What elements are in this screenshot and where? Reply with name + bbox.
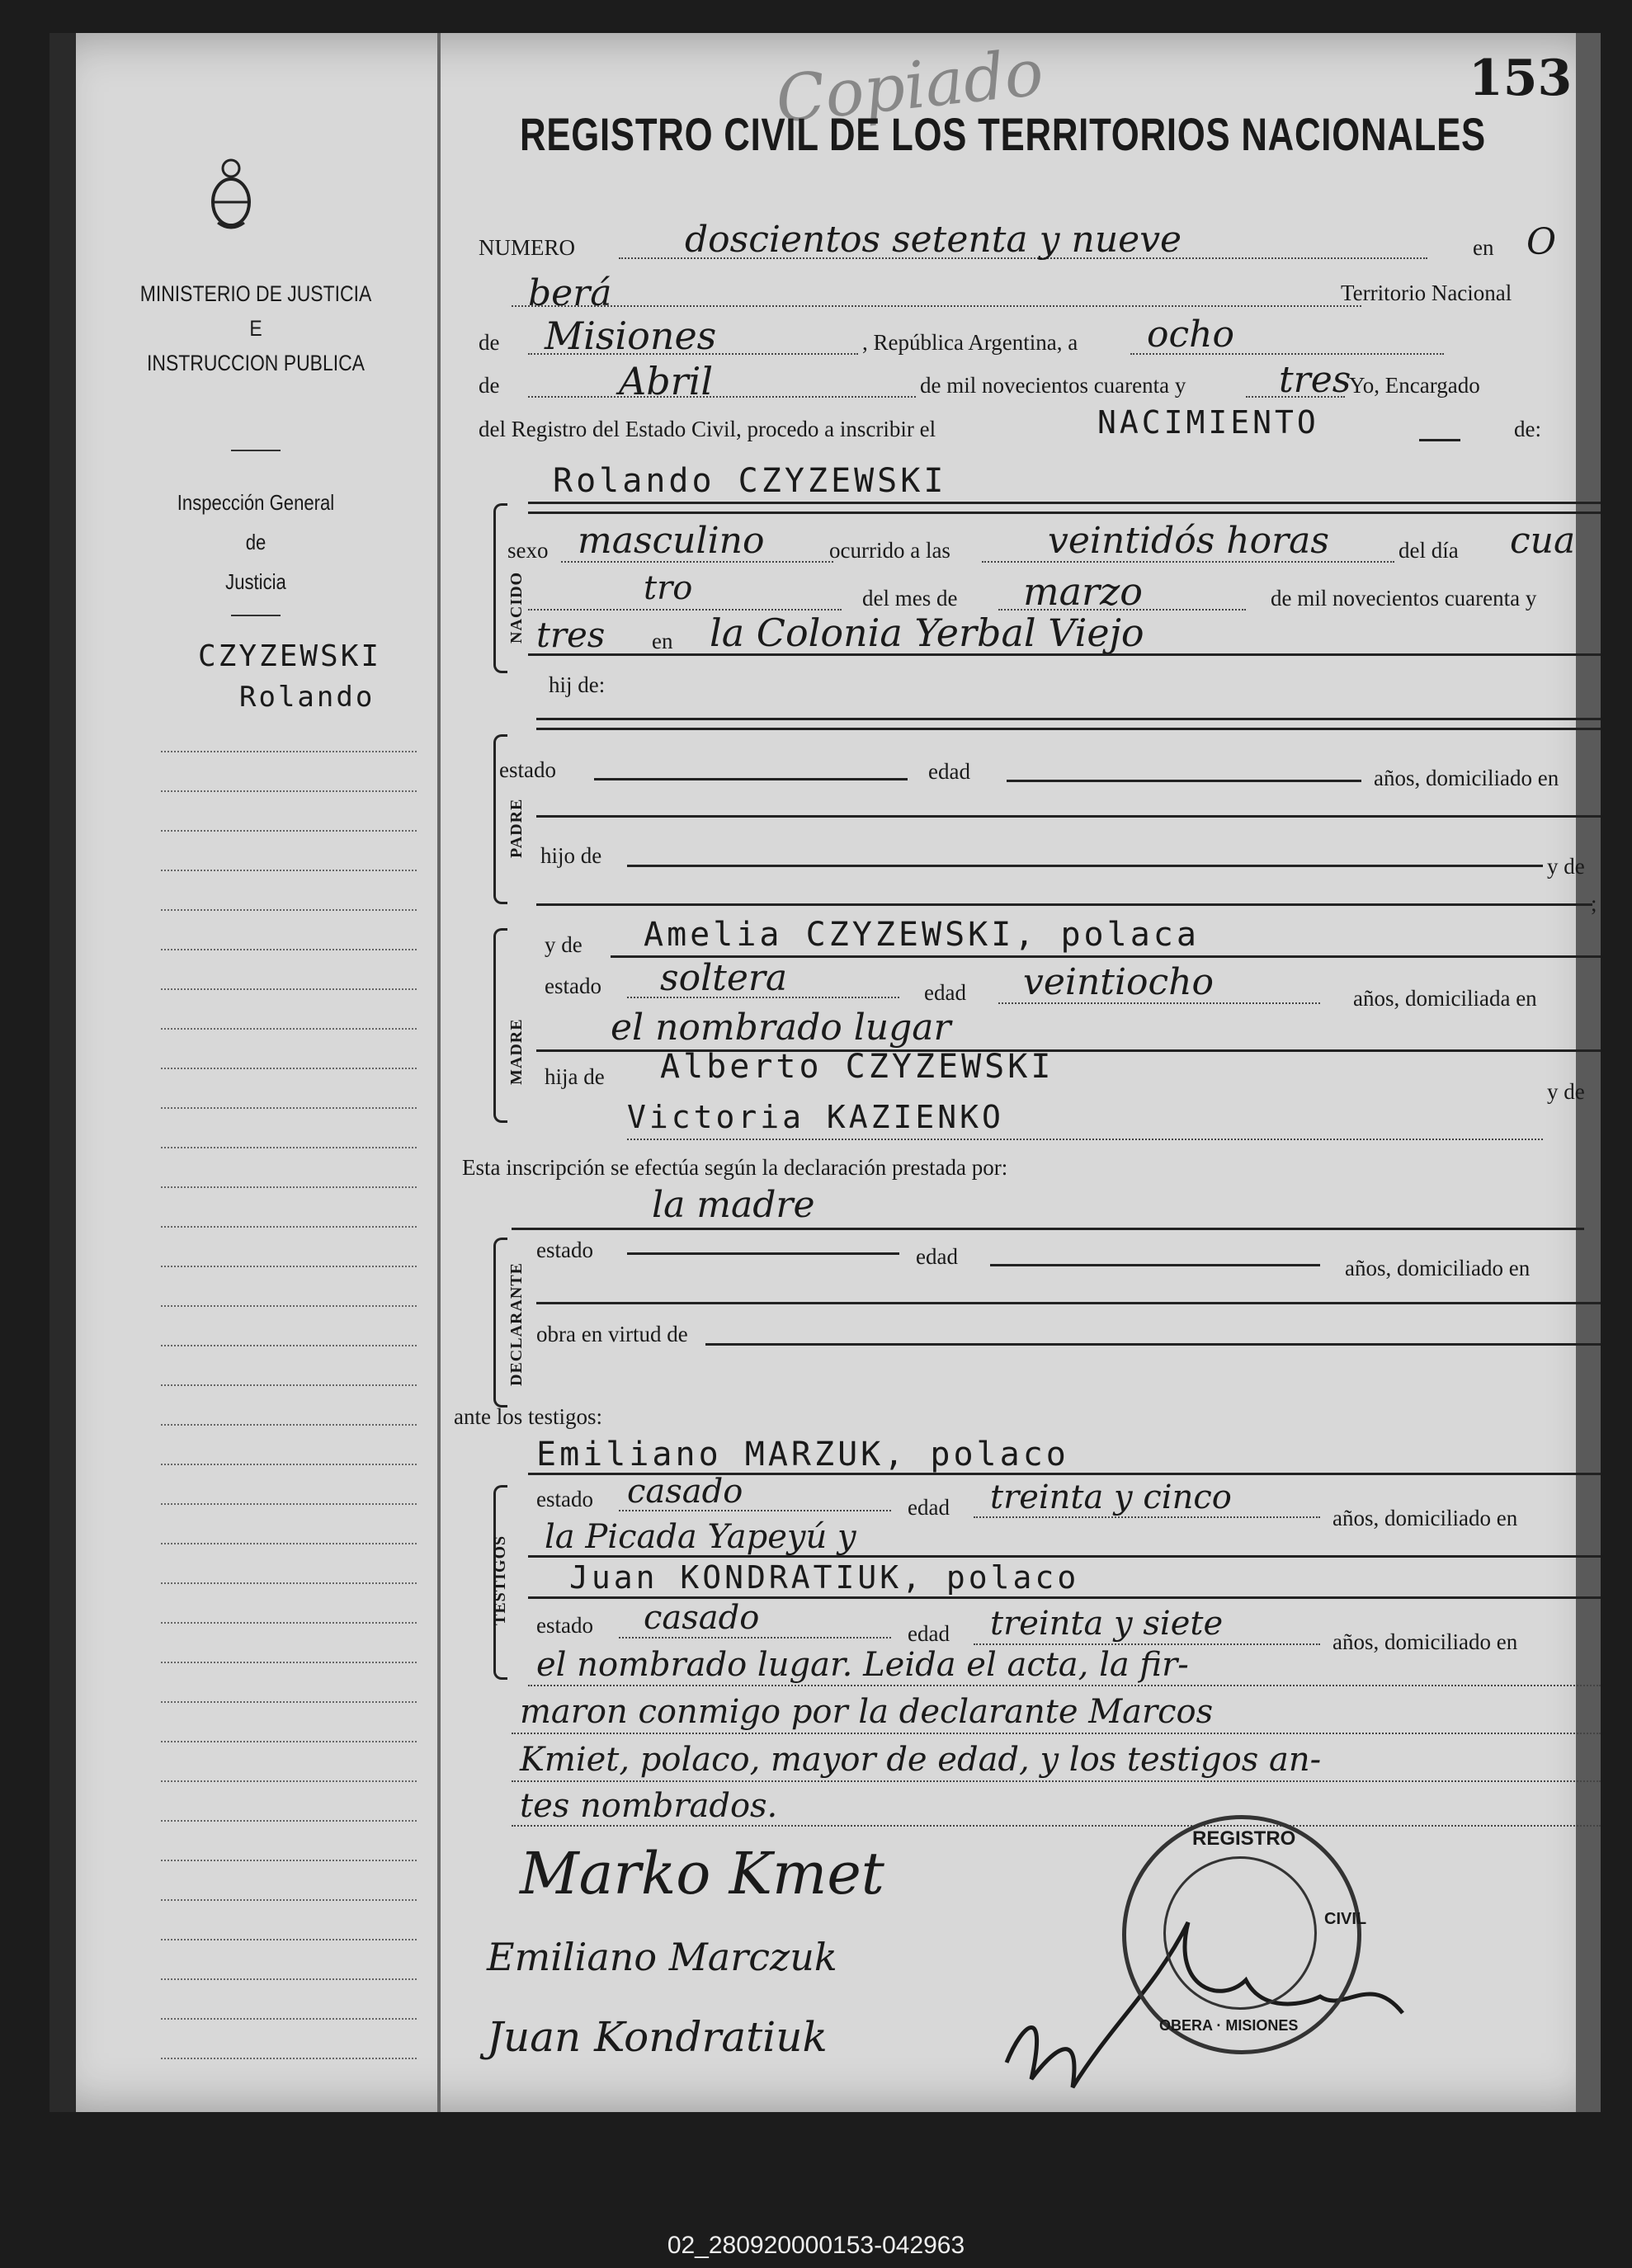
entry-testigo1-edad: treinta y cinco	[990, 1478, 1232, 1516]
stub-ruled-line	[161, 1147, 417, 1148]
label-estado: estado	[536, 1238, 593, 1262]
fill-line	[998, 1002, 1320, 1004]
label-ocurrido: ocurrido a las	[829, 538, 950, 563]
stamp-text: REGISTRO	[1192, 1827, 1296, 1850]
label-sexo: sexo	[507, 538, 549, 563]
stub-ruled-line	[161, 1662, 417, 1663]
fill-line	[512, 1780, 1601, 1782]
stub-ruled-line	[161, 1503, 417, 1505]
label-anos-domiciliado: años, domiciliado en	[1332, 1629, 1518, 1654]
fill-line	[1130, 353, 1444, 355]
label-y-de: y de	[1547, 1079, 1585, 1104]
ruled-line	[536, 1302, 1601, 1304]
inspection-line: Inspección General	[177, 490, 335, 515]
label-anos-domiciliado: años, domiciliado en	[1374, 766, 1559, 790]
ministry-line: INSTRUCCION PUBLICA	[147, 351, 365, 375]
closing-line: tes nombrados.	[520, 1787, 778, 1825]
entry-testigo1: Emiliano MARZUK, polaco	[536, 1436, 1069, 1473]
entry-madre-edad: veintiocho	[1023, 961, 1215, 1003]
entry-anio-nac: tres	[536, 615, 606, 655]
fill-line	[512, 305, 1361, 307]
label-edad: edad	[908, 1621, 950, 1646]
stamp-text: OBERA · MISIONES	[1159, 2017, 1299, 2034]
fill-line	[974, 1516, 1320, 1518]
stub-ruled-line	[161, 2058, 417, 2059]
fill-line	[594, 778, 908, 780]
label-estado: estado	[536, 1487, 593, 1511]
label-mil-novecientos: de mil novecientos cuarenta y	[920, 373, 1186, 398]
page-title: REGISTRO CIVIL DE LOS TERRITORIOS NACIONALES	[520, 108, 1486, 160]
stub-ruled-line	[161, 1820, 417, 1822]
stub-ruled-line	[161, 1345, 417, 1346]
label-republica: , República Argentina, a	[862, 330, 1078, 355]
ruled-line	[536, 903, 1592, 906]
entry-nombre: Rolando CZYZEWSKI	[553, 462, 947, 500]
section-label-madre: MADRE	[507, 1018, 526, 1085]
fill-line	[1419, 439, 1460, 441]
entry-anio: tres	[1279, 359, 1351, 401]
margin-scribble: Copiado	[772, 35, 1047, 138]
ruled-line	[512, 1228, 1584, 1230]
fill-line	[561, 561, 833, 563]
label-numero: NUMERO	[479, 235, 576, 260]
ruled-line	[536, 728, 1601, 730]
label-en: en	[652, 629, 673, 653]
entry-dia: ocho	[1147, 314, 1234, 356]
fill-line	[705, 1343, 1601, 1346]
ruled-line	[536, 815, 1601, 818]
entry-lugar1: O	[1526, 221, 1557, 263]
inspection-line: Justicia	[225, 569, 286, 594]
section-label-padre: PADRE	[507, 798, 526, 858]
stub-ruled-line	[161, 1464, 417, 1465]
label-estado: estado	[536, 1613, 593, 1638]
entry-declarante: la madre	[652, 1184, 815, 1226]
signature-declarante: Marko Kmet	[520, 1840, 884, 1907]
fill-line	[627, 1139, 1543, 1140]
label-anos-domiciliada: años, domiciliada en	[1353, 986, 1537, 1011]
stub-ruled-line	[161, 1305, 417, 1307]
stamp-text: CIVIL	[1324, 1910, 1367, 1928]
label-del-dia: del día	[1399, 538, 1459, 563]
label-de-colon: de:	[1514, 417, 1541, 441]
label-hij-de: hij de:	[549, 672, 606, 697]
stub-ruled-line	[161, 1384, 417, 1386]
stub-ruled-line	[161, 1424, 417, 1426]
section-label-nacido: NACIDO	[507, 571, 526, 644]
label-ante-testigos: ante los testigos:	[454, 1404, 602, 1429]
stub-ruled-line	[161, 1741, 417, 1742]
stub-ruled-line	[161, 1226, 417, 1228]
entry-sexo: masculino	[578, 520, 765, 562]
stub-ruled-line	[161, 1543, 417, 1544]
ministry-line: E	[249, 316, 262, 341]
ministry-line: MINISTERIO DE JUSTICIA	[139, 281, 372, 306]
closing-line: maron conmigo por la declarante Marcos	[520, 1693, 1214, 1731]
official-stamp	[1122, 1815, 1367, 2054]
label-edad: edad	[924, 980, 966, 1005]
bracket-madre	[493, 928, 507, 1123]
image-caption: 02_280920000153-042963	[667, 2232, 965, 2259]
stub-ruled-line	[161, 1860, 417, 1861]
stub-ruled-line	[161, 1899, 417, 1901]
signature-testigo2: Juan Kondratiuk	[487, 2013, 828, 2061]
entry-abuela: Victoria KAZIENKO	[627, 1099, 1004, 1135]
bracket-nacido	[493, 503, 507, 673]
stub-surname: CZYZEWSKI	[198, 639, 382, 673]
closing-line: Kmiet, polaco, mayor de edad, y los testigos an-	[520, 1741, 1322, 1779]
stub-ruled-line	[161, 830, 417, 832]
entry-lugar-nac: la Colonia Yerbal Viejo	[710, 611, 1144, 655]
stub-ruled-line	[161, 1939, 417, 1940]
stub-ruled-line	[161, 790, 417, 792]
fill-line	[512, 1825, 1601, 1827]
fill-line	[627, 997, 899, 998]
stub-ruled-line	[161, 1622, 417, 1624]
entry-abuelo: Alberto CZYZEWSKI	[660, 1048, 1054, 1086]
entry-testigo1-estado: casado	[627, 1473, 743, 1511]
fill-line	[512, 1733, 1601, 1734]
stub-ruled-line	[161, 1701, 417, 1703]
stub-ruled-line	[161, 1582, 417, 1584]
entry-testigo2-edad: treinta y siete	[990, 1605, 1224, 1643]
label-de: de	[479, 373, 500, 398]
stub-given-name: Rolando	[239, 681, 375, 714]
label-yo-encargado: Yo, Encargado	[1349, 373, 1480, 398]
stub-ruled-line	[161, 1107, 417, 1109]
stub-ruled-line	[161, 1978, 417, 1980]
stub-ruled-line	[161, 1780, 417, 1782]
label-edad: edad	[928, 759, 970, 784]
stub-ruled-line	[161, 2018, 417, 2020]
fill-line	[528, 396, 916, 398]
label-anos-domiciliado: años, domiciliado en	[1345, 1256, 1531, 1280]
ruled-line	[528, 502, 1601, 504]
register-page	[50, 33, 1601, 2112]
label-hijo-de: hijo de	[540, 843, 602, 868]
stub-ruled-line	[161, 988, 417, 990]
stub-ruled-line	[161, 1068, 417, 1069]
fill-line	[627, 865, 1543, 867]
section-label-declarante: DECLARANTE	[507, 1261, 526, 1386]
entry-mes-nac: marzo	[1023, 569, 1143, 614]
fill-line	[1007, 780, 1361, 782]
divider	[231, 615, 281, 616]
fill-line	[627, 1252, 899, 1255]
entry-testigo1-domicilio: la Picada Yapeyú y	[545, 1518, 856, 1556]
label-semicolon: ;	[1591, 891, 1597, 916]
label-territorio: Territorio Nacional	[1341, 281, 1512, 305]
label-anos-domiciliado: años, domiciliado en	[1332, 1506, 1518, 1530]
signature-testigo1: Emiliano Marczuk	[487, 1935, 837, 1979]
label-edad: edad	[916, 1244, 958, 1269]
fill-line	[990, 1264, 1320, 1266]
fill-line	[974, 1643, 1320, 1645]
stamp-inner-ring	[1163, 1856, 1317, 2010]
label-hija-de: hija de	[545, 1064, 605, 1089]
inspection-line: de	[245, 530, 266, 554]
label-en: en	[1473, 235, 1494, 260]
label-y-de: y de	[1547, 854, 1585, 879]
stub-separator	[437, 33, 441, 2112]
ruled-line	[528, 512, 1601, 514]
record-stub	[83, 33, 429, 2112]
page-gutter	[50, 33, 76, 2112]
entry-acto: NACIMIENTO	[1097, 404, 1319, 441]
ministry-heading	[109, 276, 403, 380]
stub-ruled-line	[161, 909, 417, 911]
stub-ruled-line	[161, 870, 417, 871]
entry-numero: doscientos setenta y nueve	[685, 219, 1182, 261]
closing-line: el nombrado lugar. Leida el acta, la fir-	[536, 1646, 1189, 1684]
inspection-heading	[109, 483, 403, 601]
label-y-de: y de	[545, 932, 583, 957]
label-inscripcion: Esta inscripción se efectúa según la declaración prestada por:	[462, 1155, 1008, 1180]
label-estado: estado	[545, 974, 601, 998]
stub-ruled-line	[161, 949, 417, 950]
divider	[231, 450, 281, 451]
section-label-testigos: TESTIGOS	[491, 1535, 509, 1625]
coat-of-arms-icon	[206, 157, 256, 231]
entry-dia-nac1: cua	[1510, 520, 1576, 562]
entry-testigo2-estado: casado	[644, 1599, 760, 1637]
label-obra-en-virtud: obra en virtud de	[536, 1322, 688, 1346]
entry-dia-nac2: tro	[644, 569, 693, 607]
ruled-line	[528, 653, 1601, 656]
fill-line	[619, 1637, 891, 1639]
entry-madre-domicilio: el nombrado lugar	[611, 1007, 951, 1049]
entry-madre-nombre: Amelia CZYZEWSKI, polaca	[644, 916, 1200, 954]
fill-line	[528, 353, 858, 355]
stub-ruled-line	[161, 1028, 417, 1030]
label-del-mes: del mes de	[862, 586, 958, 611]
fill-line	[528, 1685, 1601, 1686]
label-del-registro: del Registro del Estado Civil, procedo a inscribir el	[479, 417, 936, 441]
book-spine	[1576, 33, 1601, 2112]
stub-ruled-line	[161, 1266, 417, 1267]
label-mil-nov-y: de mil novecientos cuarenta y	[1271, 586, 1537, 611]
label-de: de	[479, 330, 500, 355]
bracket-declarante	[493, 1238, 507, 1407]
entry-madre-estado: soltera	[660, 957, 788, 999]
entry-mes: Abril	[619, 359, 714, 403]
stub-ruled-line	[161, 1186, 417, 1188]
stub-ruled-line	[161, 751, 417, 752]
entry-testigo2: Juan KONDRATIUK, polaco	[569, 1559, 1080, 1596]
page-number: 153	[1469, 50, 1573, 107]
ruled-line	[528, 1555, 1601, 1558]
entry-hora: veintidós horas	[1048, 520, 1329, 562]
fill-line	[619, 1510, 891, 1511]
entry-territorio: Misiones	[545, 314, 717, 358]
ruled-line	[536, 718, 1601, 720]
label-estado: estado	[499, 757, 556, 782]
entry-lugar2: berá	[528, 272, 612, 314]
fill-line	[1246, 396, 1345, 398]
label-edad: edad	[908, 1495, 950, 1520]
fill-line	[982, 561, 1394, 563]
